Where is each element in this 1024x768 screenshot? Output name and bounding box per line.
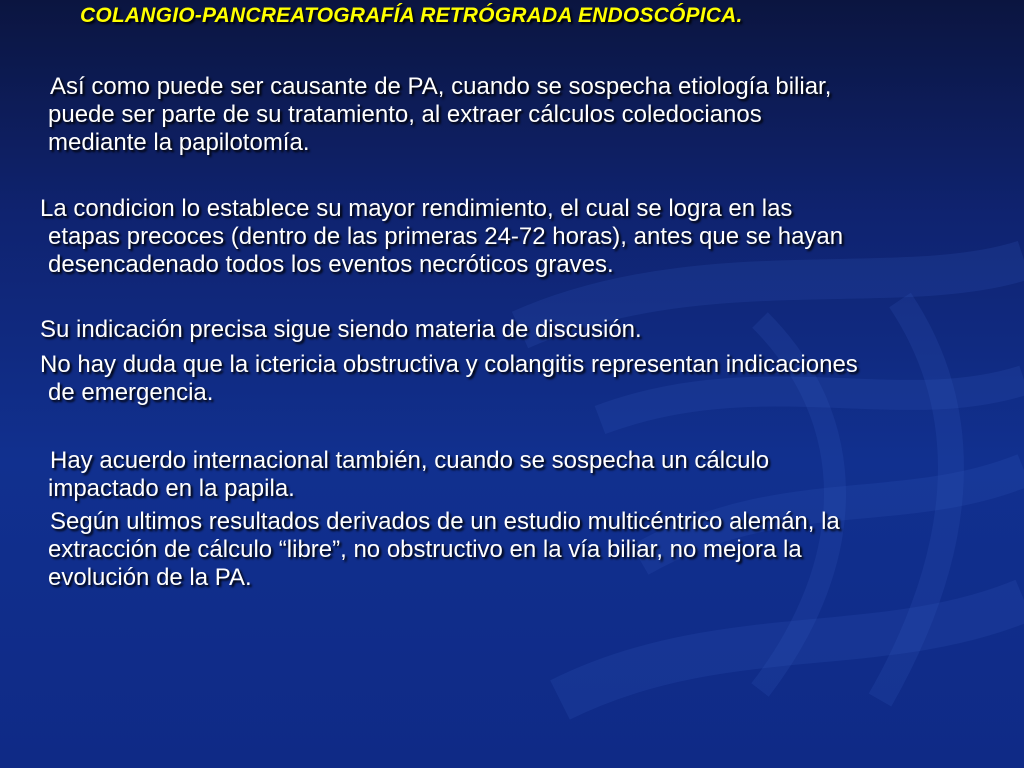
paragraph-1-line-3: mediante la papilotomía. [48,129,310,156]
paragraph-1-line-1: Así como puede ser causante de PA, cuando se sospecha etiología biliar, [50,73,832,100]
paragraph-2-line-3: desencadenado todos los eventos necróticos graves. [48,251,614,278]
paragraph-6 [38,508,840,592]
paragraph-2 [38,195,843,279]
paragraph-5-line-1: Hay acuerdo internacional también, cuando se sospecha un cálculo [50,447,770,474]
paragraph-6-line-1: Según ultimos resultados derivados de un estudio multicéntrico alemán, la [50,508,840,535]
paragraph-3-line-1: Su indicación precisa sigue siendo materia de discusión. [40,316,642,343]
paragraph-4 [38,351,858,407]
paragraph-6-line-3: evolución de la PA. [48,564,252,591]
paragraph-2-line-2: etapas precoces (dentro de las primeras 24-72 horas), antes que se hayan [48,223,844,250]
paragraph-4-line-1: No hay duda que la ictericia obstructiva y colangitis representan indicaciones [40,351,858,378]
paragraph-3 [38,316,642,344]
paragraph-1-line-2: puede ser parte de su tratamiento, al extraer cálculos coledocianos [48,101,762,128]
paragraph-6-line-2: extracción de cálculo “libre”, no obstructivo en la vía biliar, no mejora la [48,536,802,563]
paragraph-4-line-2: de emergencia. [48,379,214,406]
paragraph-2-line-1: La condicion lo establece su mayor rendimiento, el cual se logra en las [40,195,793,222]
paragraph-1 [38,73,831,157]
paragraph-5-line-2: impactado en la papila. [48,475,295,502]
paragraph-5 [38,447,769,503]
slide-title: COLANGIO-PANCREATOGRAFÍA RETRÓGRADA ENDOSCÓPICA. [80,4,743,27]
